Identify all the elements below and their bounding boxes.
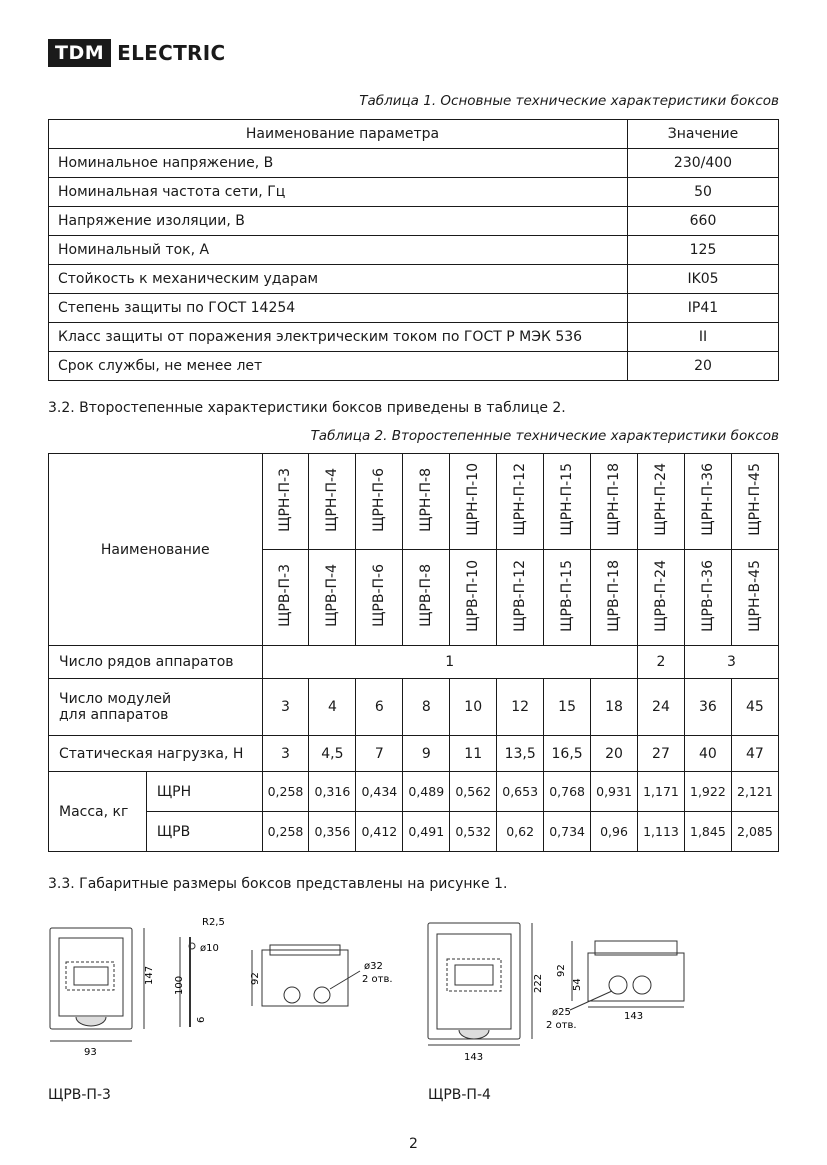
- dim-depth: 92: [556, 964, 567, 977]
- section-3-2: 3.2. Второстепенные характеристики боксов приведены в таблице 2.: [48, 400, 566, 416]
- table-row: [49, 294, 779, 323]
- rows-value-2: 2: [638, 646, 685, 679]
- mass-cell: 2,085: [731, 812, 778, 852]
- latch-shape: [76, 1017, 106, 1026]
- load-cell: 4,5: [309, 736, 356, 772]
- param-cell: Номинальное напряжение, В: [49, 149, 628, 178]
- mass-shrv-row: [49, 812, 779, 852]
- table-row: [49, 178, 779, 207]
- dim-side-bottom: 6: [196, 1016, 207, 1023]
- param-cell: Напряжение изоляции, В: [49, 207, 628, 236]
- mass-cell: 0,316: [309, 772, 356, 812]
- mass-cell: 0,434: [356, 772, 403, 812]
- load-cell: 16,5: [544, 736, 591, 772]
- load-cell: 11: [450, 736, 497, 772]
- model-cell: [262, 550, 309, 646]
- model-cell: [450, 550, 497, 646]
- mass-cell: 0,768: [544, 772, 591, 812]
- modules-cell: 18: [591, 679, 638, 736]
- dim-bottom-h: 92: [250, 972, 261, 985]
- load-cell: 13,5: [497, 736, 544, 772]
- model-cell: [403, 454, 450, 550]
- model-cell: [497, 550, 544, 646]
- mass-cell: 0,931: [591, 772, 638, 812]
- hole-1: [284, 987, 300, 1003]
- rows-value-3: 3: [684, 646, 778, 679]
- modules-cell: 24: [638, 679, 685, 736]
- model-label: ЩРВ-П-10: [465, 559, 482, 632]
- bottom-outline: [262, 950, 348, 1006]
- figure-shrv-p3: [40, 905, 410, 1065]
- mass-cell: 0,412: [356, 812, 403, 852]
- model-label: ЩРВ-П-3: [277, 564, 294, 627]
- mass-shrn-label: ЩРН: [146, 772, 262, 812]
- table-row: [49, 323, 779, 352]
- value-cell: 50: [628, 178, 779, 207]
- model-label: ЩРН-П-8: [418, 467, 435, 532]
- mass-cell: 0,489: [403, 772, 450, 812]
- dim-width: 93: [84, 1047, 97, 1058]
- load-cell: 3: [262, 736, 309, 772]
- model-cell: [731, 454, 778, 550]
- model-cell: [638, 454, 685, 550]
- value-cell: 20: [628, 352, 779, 381]
- model-label: ЩРВ-П-36: [699, 559, 716, 632]
- dim-height: 222: [533, 973, 544, 993]
- model-label: ЩРН-П-45: [746, 463, 763, 536]
- model-label: ЩРВ-П-6: [371, 564, 388, 627]
- model-label: ЩРВ-П-4: [324, 564, 341, 627]
- model-cell: [684, 454, 731, 550]
- modules-cell: 4: [309, 679, 356, 736]
- modules-cell: 45: [731, 679, 778, 736]
- modules-cell: 6: [356, 679, 403, 736]
- value-cell: II: [628, 323, 779, 352]
- mass-cell: 1,171: [638, 772, 685, 812]
- modules-cell: 10: [450, 679, 497, 736]
- mass-cell: 0,734: [544, 812, 591, 852]
- load-row: [49, 736, 779, 772]
- name-header: Наименование: [49, 454, 263, 646]
- param-cell: Номинальная частота сети, Гц: [49, 178, 628, 207]
- front-door: [437, 934, 511, 1029]
- param-cell: Степень защиты по ГОСТ 14254: [49, 294, 628, 323]
- modules-label-line1: Число модулей: [59, 691, 172, 707]
- rows-label: Число рядов аппаратов: [49, 646, 263, 679]
- model-label: ЩРН-П-4: [324, 467, 341, 532]
- mass-cell: 0,653: [497, 772, 544, 812]
- mass-cell: 0,258: [262, 812, 309, 852]
- param-cell: Номинальный ток, А: [49, 236, 628, 265]
- dim-side-height: 100: [174, 975, 185, 995]
- dim-width: 143: [464, 1052, 484, 1063]
- model-label: ЩРН-П-10: [465, 463, 482, 536]
- dim-side-r: R2,5: [202, 917, 225, 928]
- mass-cell: 0,562: [450, 772, 497, 812]
- section-3-3: 3.3. Габаритные размеры боксов представлены на рисунке 1.: [48, 876, 508, 892]
- model-cell: [403, 550, 450, 646]
- value-cell: 125: [628, 236, 779, 265]
- figure-label-left: ЩРВ-П-3: [48, 1087, 111, 1103]
- mass-cell: 0,491: [403, 812, 450, 852]
- logo-text: ELECTRIC: [117, 41, 226, 65]
- mass-shrv-label: ЩРВ: [146, 812, 262, 852]
- rows-count-row: [49, 646, 779, 679]
- model-cell: [638, 550, 685, 646]
- figure-shrv-p4: [420, 905, 700, 1065]
- dim-holes: 2 отв.: [546, 1020, 577, 1031]
- model-label: ЩРН-В-45: [746, 559, 763, 632]
- table-header-row: [49, 120, 779, 149]
- dim-holes: 2 отв.: [362, 974, 393, 985]
- load-cell: 47: [731, 736, 778, 772]
- load-cell: 9: [403, 736, 450, 772]
- model-label: ЩРН-П-24: [652, 463, 669, 536]
- model-label: ЩРН-П-6: [371, 467, 388, 532]
- model-cell: [731, 550, 778, 646]
- logo-box: TDM: [48, 39, 111, 67]
- modules-label-line2: для аппаратов: [59, 707, 169, 723]
- modules-cell: 36: [684, 679, 731, 736]
- latch-shape: [459, 1030, 489, 1039]
- value-cell: 230/400: [628, 149, 779, 178]
- model-cell: [356, 454, 403, 550]
- device-slot: [74, 967, 108, 985]
- param-cell: Стойкость к механическим ударам: [49, 265, 628, 294]
- model-cell: [262, 454, 309, 550]
- modules-label: [49, 679, 263, 736]
- model-cell: [497, 454, 544, 550]
- rows-value-1: 1: [262, 646, 638, 679]
- dim-hole: ø25: [552, 1007, 571, 1018]
- model-label: ЩРВ-П-8: [418, 564, 435, 627]
- front-door: [59, 938, 123, 1016]
- model-cell: [591, 454, 638, 550]
- modules-cell: 15: [544, 679, 591, 736]
- front-outline: [50, 928, 132, 1029]
- param-cell: Срок службы, не менее лет: [49, 352, 628, 381]
- bottom-outline: [588, 953, 684, 1001]
- load-cell: 27: [638, 736, 685, 772]
- table1: [48, 119, 779, 381]
- model-label: ЩРН-П-18: [606, 463, 623, 536]
- models-shrn-row: [49, 454, 779, 550]
- mass-cell: 0,532: [450, 812, 497, 852]
- value-cell: IP41: [628, 294, 779, 323]
- dim-side-d: ø10: [200, 943, 219, 954]
- dim-hole: ø32: [364, 961, 383, 972]
- brand-logo: [48, 39, 225, 67]
- model-cell: [544, 454, 591, 550]
- mass-label: Масса, кг: [49, 772, 147, 852]
- model-cell: [684, 550, 731, 646]
- load-cell: 20: [591, 736, 638, 772]
- modules-row: [49, 679, 779, 736]
- model-cell: [356, 550, 403, 646]
- value-cell: IK05: [628, 265, 779, 294]
- dim-inner: 54: [572, 978, 583, 991]
- table-row: [49, 352, 779, 381]
- model-label: ЩРВ-П-15: [559, 559, 576, 632]
- hole-2: [314, 987, 330, 1003]
- modules-cell: 12: [497, 679, 544, 736]
- mass-cell: 0,258: [262, 772, 309, 812]
- hole-2: [633, 976, 651, 994]
- dim-bottom-w: 143: [624, 1011, 644, 1022]
- mass-cell: 0,356: [309, 812, 356, 852]
- page-number: 2: [409, 1136, 418, 1152]
- modules-cell: 3: [262, 679, 309, 736]
- mass-cell: 1,113: [638, 812, 685, 852]
- table1-caption: Таблица 1. Основные технические характеристики боксов: [359, 93, 779, 109]
- model-cell: [450, 454, 497, 550]
- load-cell: 7: [356, 736, 403, 772]
- table-row: [49, 207, 779, 236]
- model-label: ЩРВ-П-12: [512, 559, 529, 632]
- table-row: [49, 265, 779, 294]
- model-label: ЩРН-П-12: [512, 463, 529, 536]
- value-cell: 660: [628, 207, 779, 236]
- header-param: Наименование параметра: [49, 120, 628, 149]
- modules-cell: 8: [403, 679, 450, 736]
- model-label: ЩРН-П-36: [699, 463, 716, 536]
- dim-height: 147: [144, 965, 155, 985]
- mass-cell: 2,121: [731, 772, 778, 812]
- header-value: Значение: [628, 120, 779, 149]
- table-row: [49, 149, 779, 178]
- front-outline: [428, 923, 520, 1039]
- device-window: [66, 962, 114, 990]
- table-row: [49, 236, 779, 265]
- model-label: ЩРВ-П-24: [652, 559, 669, 632]
- load-label: Статическая нагрузка, Н: [49, 736, 263, 772]
- model-cell: [309, 550, 356, 646]
- mass-shrn-row: [49, 772, 779, 812]
- model-label: ЩРВ-П-18: [606, 559, 623, 632]
- model-cell: [591, 550, 638, 646]
- mass-cell: 0,96: [591, 812, 638, 852]
- model-cell: [309, 454, 356, 550]
- table2: [48, 453, 779, 852]
- model-label: ЩРН-П-3: [277, 467, 294, 532]
- mass-cell: 1,845: [684, 812, 731, 852]
- mass-cell: 1,922: [684, 772, 731, 812]
- device-slot: [455, 965, 493, 985]
- load-cell: 40: [684, 736, 731, 772]
- table2-caption: Таблица 2. Второстепенные технические характеристики боксов: [310, 428, 779, 444]
- mass-cell: 0,62: [497, 812, 544, 852]
- param-cell: Класс защиты от поражения электрическим током по ГОСТ Р МЭК 536: [49, 323, 628, 352]
- figure-label-right: ЩРВ-П-4: [428, 1087, 491, 1103]
- model-label: ЩРН-П-15: [559, 463, 576, 536]
- model-cell: [544, 550, 591, 646]
